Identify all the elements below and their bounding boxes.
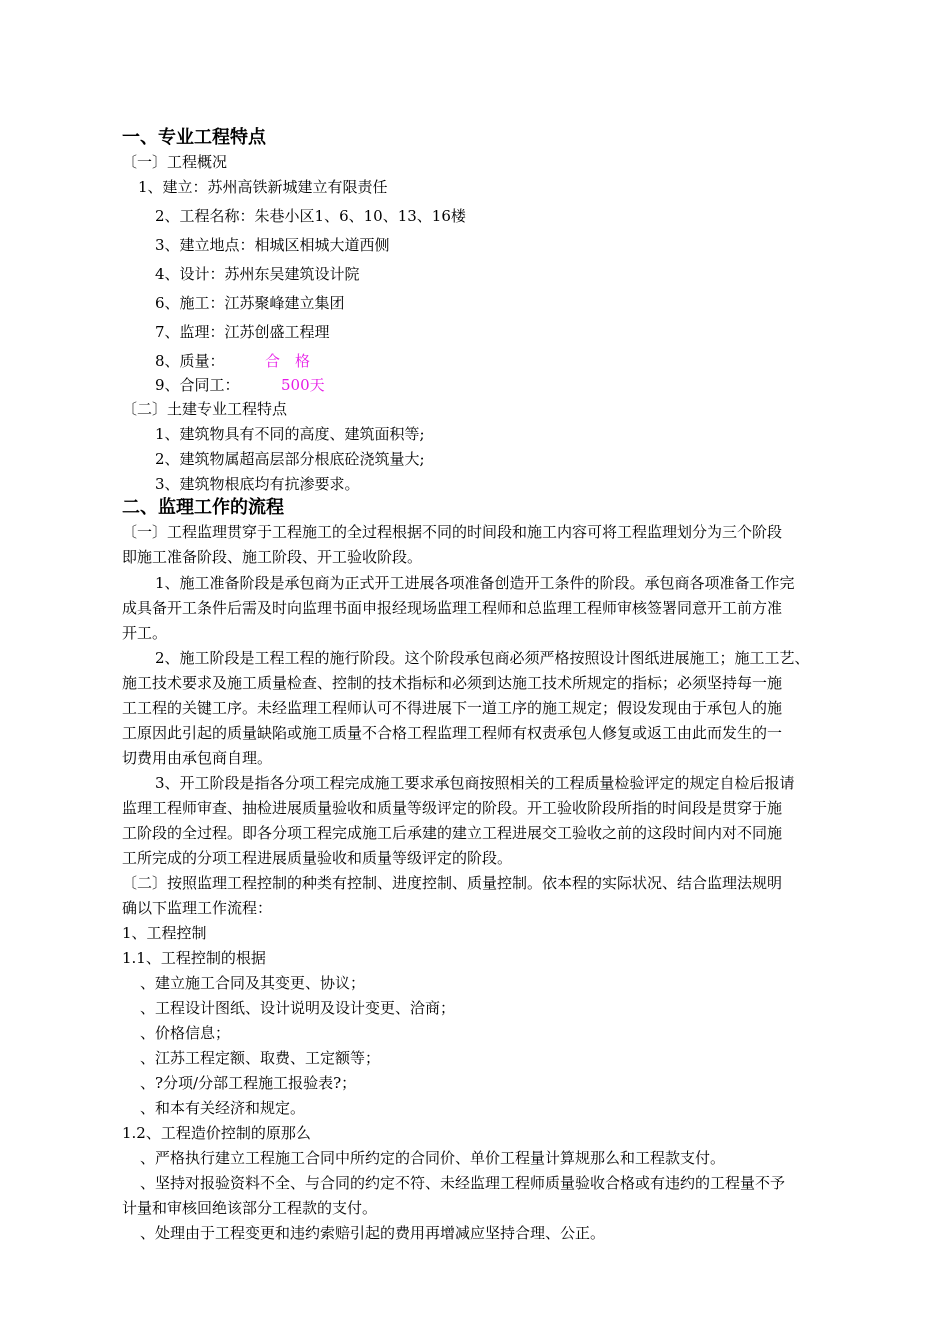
body-line: 工原因此引起的质量缺陷或施工质量不合格工程监理工程师有权责承包人修复或返工由此而发生的一 xyxy=(122,724,783,742)
body-line: 〔一〕工程监理贯穿于工程施工的全过程根据不同的时间段和施工内容可将工程监理划分为三个阶段 xyxy=(122,523,783,541)
body-line: 监理工程师审查、抽检进展质量验收和质量等级评定的阶段。开工验收阶段所指的时间段是贯穿于施 xyxy=(122,799,783,817)
quality-value: 合 格 xyxy=(265,352,311,370)
body-line: 工阶段的全过程。即各分项工程完成施工后承建的建立工程进展交工验收之前的这段时间内对不同施 xyxy=(122,824,783,842)
body-line: 工所完成的分项工程进展质量验收和质量等级评定的阶段。 xyxy=(122,849,513,867)
overview-item-supervisor: 7、监理：江苏创盛工程理 xyxy=(155,323,330,341)
list-item: 、江苏工程定额、取费、工定额等； xyxy=(140,1049,381,1067)
body-line: 3、开工阶段是指各分项工程完成施工要求承包商按照相关的工程质量检验评定的规定自检后报请 xyxy=(155,774,795,792)
body-line: 1.1、工程控制的根据 xyxy=(122,949,266,967)
body-line: 工工程的关键工序。未经监理工程师认可不得进展下一道工序的施工规定；假设发现由于承包人的施 xyxy=(122,699,783,717)
list-item: 、坚持对报验资料不全、与合同的约定不符、未经监理工程师质量验收合格或有违约的工程量不予 xyxy=(140,1174,786,1192)
body-line: 即施工准备阶段、施工阶段、开工验收阶段。 xyxy=(122,548,423,566)
body-line: 施工技术要求及施工质量检查、控制的技术指标和必须到达施工技术所规定的指标；必须坚持每一施 xyxy=(122,674,783,692)
civil-feature-item: 3、建筑物根底均有抗渗要求。 xyxy=(155,475,360,493)
list-item: 、?分项/分部工程施工报验表?； xyxy=(140,1074,357,1092)
overview-item-quality xyxy=(155,351,311,371)
body-line: 1、工程控制 xyxy=(122,924,207,942)
list-item: 、和本有关经济和规定。 xyxy=(140,1099,306,1117)
contract-period-label: 9、合同工： xyxy=(155,376,240,394)
body-line: 1.2、工程造价控制的原那么 xyxy=(122,1124,311,1142)
contract-period-value: 500天 xyxy=(281,376,325,394)
civil-feature-item: 2、建筑物属超高层部分根底砼浇筑量大; xyxy=(155,450,425,468)
overview-item-owner: 1、建立：苏州高铁新城建立有限责任 xyxy=(138,178,388,196)
overview-item-location: 3、建立地点：相城区相城大道西侧 xyxy=(155,236,390,254)
body-line: 切费用由承包商自理。 xyxy=(122,749,273,767)
overview-item-project-name: 2、工程名称：朱巷小区1、6、10、13、16楼 xyxy=(155,207,466,225)
quality-label: 8、质量： xyxy=(155,352,225,370)
section-2-heading: 二、监理工作的流程 xyxy=(122,497,284,518)
body-line: 2、施工阶段是工程工程的施行阶段。这个阶段承包商必须严格按照设计图纸进展施工；施工工艺、 xyxy=(155,649,810,667)
subsection-overview-heading: 〔一〕工程概况 xyxy=(122,153,228,171)
body-line: 1、施工准备阶段是承包商为正式开工进展各项准备创造开工条件的阶段。承包商各项准备工作完 xyxy=(155,574,795,592)
body-line: 计量和审核回绝该部分工程款的支付。 xyxy=(122,1199,378,1217)
overview-item-designer: 4、设计：苏州东吴建筑设计院 xyxy=(155,265,360,283)
list-item: 、价格信息； xyxy=(140,1024,231,1042)
subsection-civil-heading: 〔二〕土建专业工程特点 xyxy=(122,400,288,418)
body-line: 确以下监理工作流程： xyxy=(122,899,273,917)
body-line: 〔二〕按照监理工程控制的种类有控制、进度控制、质量控制。依本程的实际状况、结合监理法规明 xyxy=(122,874,783,892)
section-1-heading: 一、专业工程特点 xyxy=(122,127,266,148)
body-line: 成具备开工条件后需及时向监理书面申报经现场监理工程师和总监理工程师审核签署同意开工前方准 xyxy=(122,599,783,617)
list-item: 、处理由于工程变更和违约索赔引起的费用再增减应坚持合理、公正。 xyxy=(140,1224,606,1242)
list-item: 、建立施工合同及其变更、协议； xyxy=(140,974,366,992)
overview-item-contractor: 6、施工：江苏聚峰建立集团 xyxy=(155,294,345,312)
body-line: 开工。 xyxy=(122,624,168,642)
civil-feature-item: 1、建筑物具有不同的高度、建筑面积等; xyxy=(155,425,425,443)
overview-item-contract-period xyxy=(155,375,325,395)
list-item: 、严格执行建立工程施工合同中所约定的合同价、单价工程量计算规那么和工程款支付。 xyxy=(140,1149,726,1167)
list-item: 、工程设计图纸、设计说明及设计变更、洽商； xyxy=(140,999,456,1017)
